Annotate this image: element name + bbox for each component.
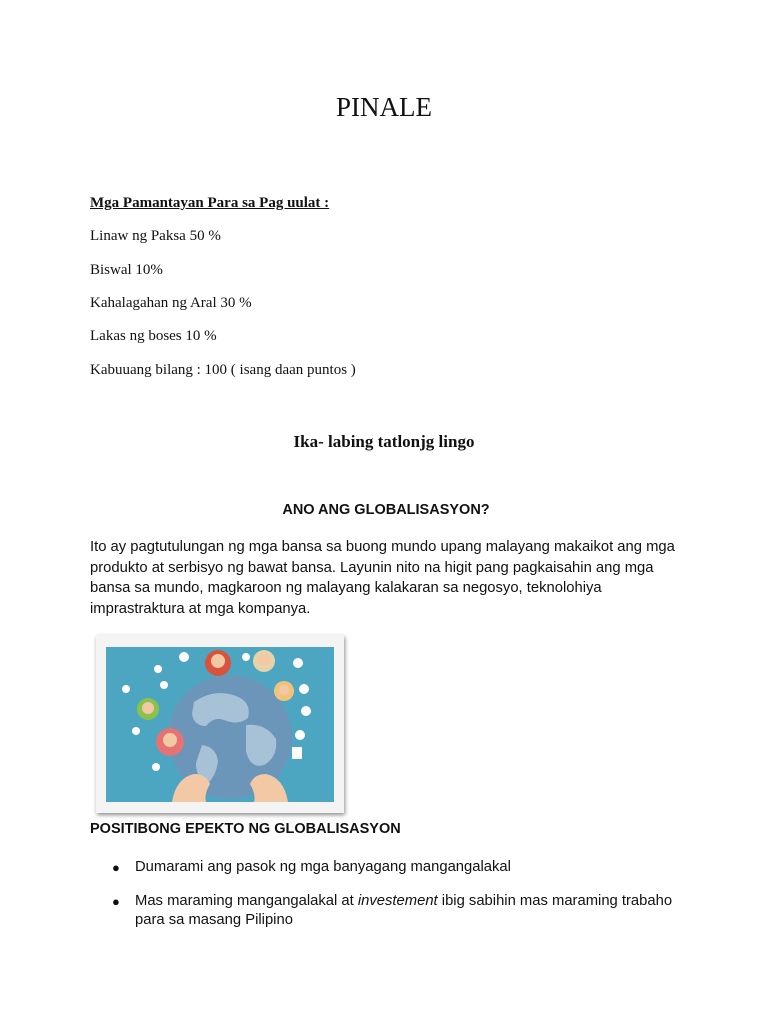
list-item-text: ibig sabihin mas maraming trabaho para sa masang Pilipino bbox=[135, 893, 673, 928]
globalization-illustration bbox=[96, 635, 344, 813]
criteria-heading: Mga Pamantayan Para sa Pag uulat : bbox=[90, 195, 330, 211]
person-icon bbox=[274, 681, 294, 701]
chat-bubble-icon bbox=[154, 665, 162, 673]
globe-hands-illustration bbox=[106, 647, 334, 802]
positive-effects-list bbox=[90, 858, 690, 930]
criteria-item: Lakas ng boses 10 % bbox=[90, 328, 217, 344]
location-pin-icon bbox=[242, 653, 250, 661]
document-title: PINALE bbox=[336, 92, 432, 122]
document-icon bbox=[179, 652, 189, 662]
bullet-icon: ● bbox=[112, 860, 120, 875]
bullet-icon: ● bbox=[112, 894, 120, 909]
criteria-item: Biswal 10% bbox=[90, 262, 163, 278]
person-icon bbox=[205, 650, 231, 676]
person-icon bbox=[253, 650, 275, 672]
list-item-text: Mas maraming mangangalakal at bbox=[135, 893, 358, 909]
person-icon bbox=[137, 698, 159, 720]
lightbulb-icon bbox=[293, 658, 303, 668]
criteria-item: Linaw ng Paksa 50 % bbox=[90, 228, 221, 244]
dollar-icon bbox=[301, 706, 311, 716]
bar-chart-icon bbox=[292, 747, 302, 759]
headphones-icon bbox=[295, 730, 305, 740]
list-item bbox=[90, 858, 690, 877]
link-icon bbox=[132, 727, 140, 735]
list-item bbox=[90, 892, 690, 930]
globalization-heading: ANO ANG GLOBALISASYON? bbox=[282, 502, 490, 518]
cart-icon bbox=[160, 681, 168, 689]
list-item-text: Dumarami ang pasok ng mga banyagang mangangalakal bbox=[135, 859, 511, 875]
criteria-total: Kabuuang bilang : 100 ( isang daan puntos ) bbox=[90, 362, 356, 378]
bubble-icon bbox=[122, 685, 130, 693]
globalization-definition: Ito ay pagtutulungan ng mga bansa sa buong mundo upang malayang makaikot ang mga produkto at serbisyo ng bawat bansa. Layunin nito na higit pang pagkaisahin ang mga bansa sa mundo, magkaroon ng malayang kalakaran sa negosyo, teknolohiya imprastraktura at mga kompanya. bbox=[90, 539, 675, 617]
criteria-item: Kahalagahan ng Aral 30 % bbox=[90, 295, 252, 311]
italic-term: investement bbox=[357, 893, 438, 909]
week-heading: Ika- labing tatlonjg lingo bbox=[293, 432, 475, 451]
gear-icon bbox=[299, 684, 309, 694]
megaphone-icon bbox=[152, 763, 160, 771]
person-icon bbox=[156, 728, 184, 756]
positive-effects-heading: POSITIBONG EPEKTO NG GLOBALISASYON bbox=[90, 821, 401, 837]
